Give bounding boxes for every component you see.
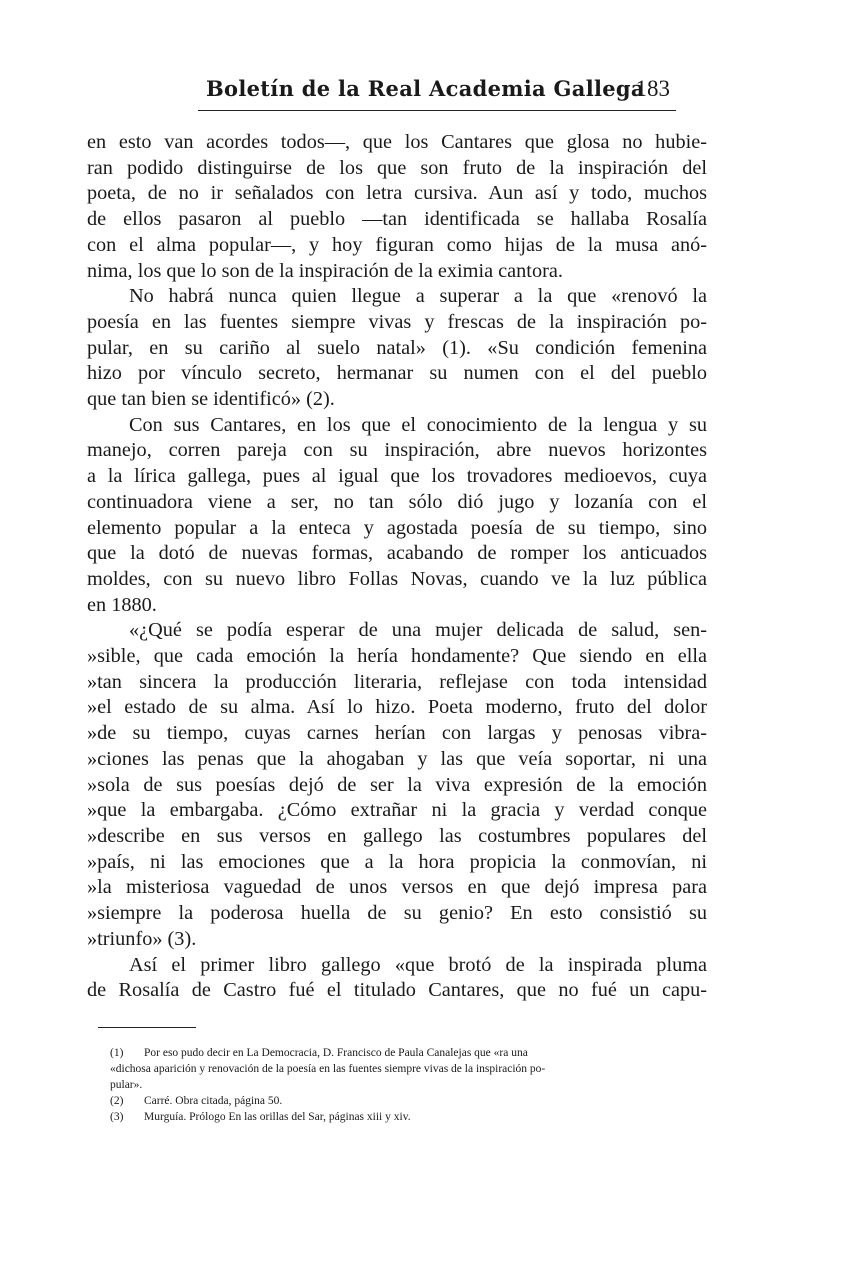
footnote-2 xyxy=(110,1093,710,1109)
footnote-mark: (1) xyxy=(110,1047,124,1059)
text-line: moldes, con su nuevo libro Follas Novas, cuando ve la luz pública xyxy=(87,567,707,590)
text-line: elemento popular a la enteca y agostada poesía de su tiempo, sino xyxy=(87,516,707,539)
text-line: pular, en su cariño al suelo natal» (1). «Su condición femenina xyxy=(87,336,707,359)
text-line: »tan sincera la producción literaria, reflejase con toda intensidad xyxy=(87,670,707,693)
footnote-3 xyxy=(110,1109,710,1125)
text-line: »que la embargaba. ¿Cómo extrañar ni la gracia y verdad conque xyxy=(87,799,707,822)
text-line: que tan bien se identificó» (2). xyxy=(87,388,335,411)
text-line: continuadora viene a ser, no tan sólo dió jugo y lozanía con el xyxy=(87,490,707,513)
text-line: a la lírica gallega, pues al igual que los trovadores medioevos, cuya xyxy=(87,465,707,488)
text-line: No habrá nunca quien llegue a superar a la que «renovó la xyxy=(129,285,707,308)
paragraph-2 xyxy=(87,284,707,413)
text-line: que la dotó de nuevas formas, acabando de romper los anticuados xyxy=(87,542,707,565)
text-line: nima, los que lo son de la inspiración de la eximia cantora. xyxy=(87,259,563,282)
running-header xyxy=(198,70,676,111)
text-line: »el estado de su alma. Así lo hizo. Poeta moderno, fruto del dolor xyxy=(87,696,707,719)
text-line: «¿Qué se podía esperar de una mujer delicada de salud, sen- xyxy=(129,619,707,642)
text-line: Así el primer libro gallego «que brotó de la inspirada pluma xyxy=(129,953,707,976)
text-line: »siempre la poderosa huella de su genio? En esto consistió su xyxy=(87,902,707,925)
footnote-line: «dichosa aparición y renovación de la poesía en las fuentes siempre vivas de la inspiración po- xyxy=(110,1063,546,1075)
footnote-line: Por eso pudo decir en La Democracia, D. Francisco de Paula Canalejas que «ra una xyxy=(144,1047,528,1059)
text-line: poesía en las fuentes siempre vivas y frescas de la inspiración po- xyxy=(87,310,707,333)
footnote-1 xyxy=(110,1045,710,1093)
text-line: hizo por vínculo secreto, hermanar su numen con el del pueblo xyxy=(87,362,707,385)
text-line: »ciones las penas que la ahogaban y las que veía soportar, ni una xyxy=(87,747,707,770)
footnote-rule xyxy=(98,1027,196,1028)
text-line: »sible, que cada emoción la hería hondamente? Que siendo en ella xyxy=(87,645,707,668)
text-line: »triunfo» (3). xyxy=(87,927,197,950)
quotation-paragraph xyxy=(87,618,707,952)
body-text xyxy=(87,130,707,1004)
journal-title: Boletín de la Real Academia Gallega xyxy=(206,76,645,101)
text-line: Con sus Cantares, en los que el conocimiento de la lengua y su xyxy=(129,413,707,436)
paragraph-3 xyxy=(87,413,707,619)
paragraph-5 xyxy=(87,953,707,1004)
footnote-line: Carré. Obra citada, página 50. xyxy=(144,1095,283,1107)
text-line: »la misteriosa vaguedad de unos versos en que dejó impresa para xyxy=(87,876,707,899)
text-line: manejo, corren pareja con su inspiración, abre nuevos horizontes xyxy=(87,439,707,462)
text-line: de ellos pasaron al pueblo —tan identificada se hallaba Rosalía xyxy=(87,208,707,231)
text-line: con el alma popular—, y hoy figuran como hijas de la musa anó- xyxy=(87,233,707,256)
text-line: en esto van acordes todos—, que los Cantares que glosa no hubie- xyxy=(87,131,707,153)
footnote-mark: (2) xyxy=(110,1095,124,1107)
text-line: »describe en sus versos en gallego las costumbres populares del xyxy=(87,824,707,847)
page-number: 183 xyxy=(635,76,670,101)
text-line: »país, ni las emociones que a la hora propicia la conmovían, ni xyxy=(87,850,707,873)
text-line: en 1880. xyxy=(87,593,157,616)
paragraph-1 xyxy=(87,130,707,284)
footnotes xyxy=(110,1045,710,1125)
footnote-line: pular». xyxy=(110,1079,143,1091)
text-line: ran podido distinguirse de los que son fruto de la inspiración del xyxy=(87,156,707,179)
footnote-line: Murguía. Prólogo En las orillas del Sar, páginas xiii y xiv. xyxy=(144,1111,411,1123)
text-line: poeta, de no ir señalados con letra cursiva. Aun así y todo, muchos xyxy=(87,182,707,205)
text-line: »de su tiempo, cuyas carnes herían con largas y penosas vibra- xyxy=(87,722,707,745)
text-line: de Rosalía de Castro fué el titulado Cantares, que no fué un capu- xyxy=(87,979,707,1002)
text-line: »sola de sus poesías dejó de ser la viva expresión de la emoción xyxy=(87,773,707,796)
footnote-mark: (3) xyxy=(110,1111,124,1123)
